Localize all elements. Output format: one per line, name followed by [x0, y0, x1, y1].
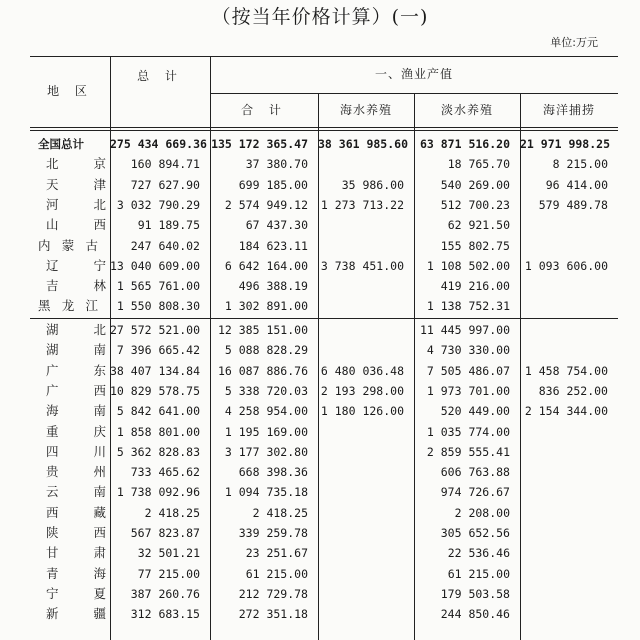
cell-freshwater: 244 850.46	[440, 607, 510, 622]
cell-subtotal: 496 388.19	[238, 279, 308, 294]
cell-marine-catch: 21 971 998.25	[520, 137, 611, 151]
cell-freshwater: 63 871 516.20	[419, 137, 510, 151]
region-label: 天 津	[46, 176, 106, 192]
cell-subtotal: 12 385 151.00	[217, 323, 308, 337]
cell-freshwater: 62 921.50	[447, 218, 510, 233]
header-fishery-group: 一、渔业产值	[374, 67, 453, 81]
cell-subtotal: 2 418.25	[252, 505, 308, 520]
header-double-rule	[30, 130, 618, 131]
cell-freshwater: 2 859 555.41	[426, 444, 510, 459]
region-label: 海 南	[46, 403, 106, 419]
cell-total: 91 189.75	[137, 218, 200, 233]
cell-subtotal: 339 259.78	[238, 526, 308, 540]
region-label: 贵 州	[46, 464, 106, 480]
header-bottom-rule	[30, 127, 618, 128]
header-region: 地 区	[47, 84, 93, 98]
region-label: 湖 南	[46, 342, 106, 358]
cell-freshwater: 419 216.00	[440, 279, 510, 294]
cell-marine-catch: 1 458 754.00	[524, 363, 608, 378]
cell-total: 275 434 669.36	[110, 137, 207, 151]
cell-freshwater: 4 730 330.00	[426, 343, 510, 358]
cell-subtotal: 668 398.36	[238, 465, 308, 480]
cell-total: 1 550 808.30	[116, 299, 200, 314]
cell-total: 160 894.71	[130, 157, 200, 172]
header-subtotal: 合 计	[241, 103, 287, 117]
cell-subtotal: 184 623.11	[238, 238, 308, 253]
region-label: 山 西	[46, 217, 106, 233]
region-label: 吉 林	[46, 278, 106, 294]
page-title: （按当年价格计算）(一)	[211, 6, 429, 28]
cell-total: 10 829 578.75	[110, 383, 201, 398]
cell-subtotal: 4 258 954.00	[224, 404, 308, 419]
cell-subtotal: 37 380.70	[245, 157, 308, 172]
header-marine-catch: 海洋捕捞	[542, 103, 595, 117]
unit-label: 单位:万元	[550, 36, 598, 49]
cell-mariculture: 2 193 298.00	[320, 383, 404, 398]
cell-total: 727 627.90	[130, 177, 200, 192]
cell-freshwater: 512 700.23	[440, 197, 510, 212]
cell-mariculture: 1 273 713.22	[320, 197, 404, 212]
cell-freshwater: 606 763.88	[440, 465, 510, 480]
region-label: 云 南	[46, 484, 106, 500]
cell-total: 38 407 134.84	[110, 363, 201, 378]
cell-total: 7 396 665.42	[116, 343, 200, 358]
cell-total: 733 465.62	[130, 465, 200, 480]
cell-total: 247 640.02	[130, 238, 200, 253]
cell-freshwater: 974 726.67	[440, 485, 510, 500]
cell-subtotal: 699 185.00	[238, 177, 308, 192]
cell-freshwater: 1 108 502.00	[426, 258, 510, 273]
cell-total: 567 823.87	[130, 526, 200, 540]
cell-freshwater: 61 215.00	[447, 566, 510, 581]
region-label: 广 西	[46, 382, 106, 398]
cell-marine-catch: 2 154 344.00	[524, 404, 608, 419]
cell-total: 32 501.21	[137, 546, 200, 561]
region-label: 宁 夏	[46, 585, 106, 601]
cell-freshwater: 22 536.46	[447, 546, 510, 561]
region-label: 全国总计	[38, 137, 84, 151]
cell-marine-catch: 836 252.00	[538, 383, 608, 398]
header-freshwater: 淡水养殖	[440, 103, 493, 117]
cell-subtotal: 1 094 735.18	[224, 485, 308, 500]
cell-total: 1 565 761.00	[116, 279, 200, 294]
cell-freshwater: 1 035 774.00	[426, 424, 510, 439]
header-mariculture: 海水养殖	[339, 103, 392, 117]
cell-freshwater: 18 765.70	[447, 157, 510, 172]
cell-freshwater: 305 652.56	[440, 526, 510, 540]
cell-marine-catch: 579 489.78	[538, 197, 608, 212]
cell-marine-catch: 1 093 606.00	[524, 258, 608, 273]
region-label: 青 海	[46, 565, 106, 581]
region-label: 湖 北	[46, 322, 106, 337]
cell-freshwater: 540 269.00	[440, 177, 510, 192]
region-label: 四 川	[46, 443, 106, 459]
cell-subtotal: 1 302 891.00	[224, 299, 308, 314]
cell-subtotal: 135 172 365.47	[211, 137, 308, 151]
region-label: 北 京	[46, 156, 106, 172]
cell-total: 3 032 790.29	[116, 197, 200, 212]
cell-subtotal: 1 195 169.00	[224, 424, 308, 439]
cell-freshwater: 2 208.00	[454, 505, 510, 520]
region-label: 重 庆	[46, 423, 106, 439]
cell-freshwater: 1 973 701.00	[426, 383, 510, 398]
region-label: 甘 肃	[46, 545, 106, 561]
region-label: 黑 龙 江	[38, 298, 98, 314]
cell-freshwater: 1 138 752.31	[426, 299, 510, 314]
cell-subtotal: 3 177 302.80	[224, 444, 308, 459]
region-label: 辽 宁	[46, 257, 106, 273]
cell-freshwater: 11 445 997.00	[419, 323, 510, 337]
region-label: 内 蒙 古	[38, 237, 98, 253]
header-total: 总 计	[137, 69, 183, 83]
cell-mariculture: 38 361 985.60	[318, 137, 409, 151]
cell-freshwater: 520 449.00	[440, 404, 510, 419]
cell-subtotal: 5 338 720.03	[224, 383, 308, 398]
region-label: 陕 西	[46, 525, 106, 540]
cell-subtotal: 212 729.78	[238, 586, 308, 601]
cell-total: 312 683.15	[130, 607, 200, 622]
cell-freshwater: 155 802.75	[440, 238, 510, 253]
cell-total: 5 362 828.83	[116, 444, 200, 459]
cell-marine-catch: 8 215.00	[552, 157, 608, 172]
group-separator-rule	[30, 318, 618, 319]
cell-total: 77 215.00	[137, 566, 200, 581]
cell-freshwater: 7 505 486.07	[426, 363, 510, 378]
cell-subtotal: 5 088 828.29	[224, 343, 308, 358]
region-label: 西 藏	[46, 504, 106, 520]
cell-subtotal: 6 642 164.00	[224, 258, 308, 273]
cell-mariculture: 3 738 451.00	[320, 258, 404, 273]
cell-subtotal: 16 087 886.76	[217, 363, 308, 378]
region-label: 河 北	[46, 196, 106, 212]
cell-subtotal: 67 437.30	[245, 218, 308, 233]
cell-total: 387 260.76	[130, 586, 200, 601]
cell-subtotal: 272 351.18	[238, 607, 308, 622]
cell-subtotal: 2 574 949.12	[224, 197, 308, 212]
cell-total: 2 418.25	[144, 505, 200, 520]
cell-mariculture: 1 180 126.00	[320, 404, 404, 419]
cell-mariculture: 35 986.00	[341, 177, 404, 192]
cell-subtotal: 61 215.00	[245, 566, 308, 581]
cell-subtotal: 23 251.67	[245, 546, 308, 561]
cell-total: 5 842 641.00	[116, 404, 200, 419]
cell-total: 1 858 801.00	[116, 424, 200, 439]
region-label: 新 疆	[46, 606, 106, 622]
cell-marine-catch: 96 414.00	[545, 177, 608, 192]
cell-mariculture: 6 480 036.48	[320, 363, 404, 378]
cell-total: 13 040 609.00	[110, 258, 201, 273]
cell-freshwater: 179 503.58	[440, 586, 510, 601]
cell-total: 27 572 521.00	[110, 323, 201, 337]
cell-total: 1 738 092.96	[116, 485, 200, 500]
region-label: 广 东	[46, 362, 106, 378]
